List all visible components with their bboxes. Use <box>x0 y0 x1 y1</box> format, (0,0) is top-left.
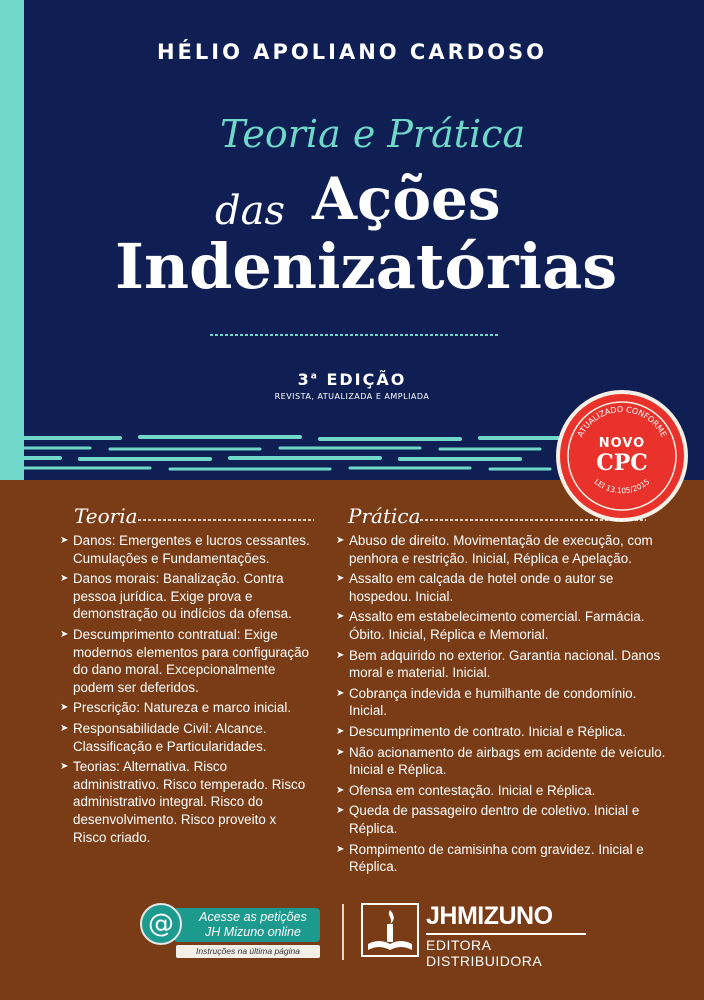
publisher-logo <box>360 900 600 969</box>
pratica-list-item <box>336 841 666 876</box>
edition-ordinal: a <box>310 371 319 382</box>
svg-text:LEI 13.105/2015: LEI 13.105/2015 <box>592 476 652 496</box>
teoria-heading: Teoria <box>74 504 138 528</box>
pratica-item-text: Descumprimento de contrato. Inicial e Réplica. <box>349 723 626 739</box>
pratica-item-text: Abuso de direito. Movimentação de execução, com penhora e restrição. Inicial, Réplica e Apelação. <box>349 533 653 566</box>
teal-edge-stripe <box>0 0 24 480</box>
novo-cpc-seal <box>556 390 688 522</box>
arrow-bullet-icon: ➤ <box>336 649 345 661</box>
pratica-item-text: Queda de passageiro dentro de coletivo. Inicial e Réplica. <box>349 803 640 836</box>
edition-subtitle: REVISTA, ATUALIZADA E AMPLIADA <box>274 392 430 401</box>
teoria-item-text: Teorias: Alternativa. Risco administrativo. Risco temperado. Risco administrativo integral. Risco do desenvolvimento. Risco proveito x Risco criado. <box>73 759 306 845</box>
arrow-bullet-icon: ➤ <box>60 722 69 734</box>
arrow-bullet-icon: ➤ <box>336 573 345 585</box>
arrow-bullet-icon: ➤ <box>336 843 345 855</box>
publisher-subtitle: EDITORA DISTRIBUIDORA <box>426 937 543 969</box>
title-acoes: Ações <box>312 165 501 233</box>
teoria-item-text: Prescrição: Natureza e marco inicial. <box>73 700 292 716</box>
title-line-1: Teoria e Prática <box>220 112 526 156</box>
teoria-item-text: Danos morais: Banalização. Contra pessoa jurídica. Exige prova e demonstração ou indícios da ofensa. <box>73 571 292 622</box>
arrow-bullet-icon: ➤ <box>336 784 345 796</box>
badge-box <box>174 908 320 942</box>
footer-separator <box>342 904 344 960</box>
edition-label <box>0 370 704 389</box>
title-divider <box>210 332 498 338</box>
badge-line-2: JH Mizuno online <box>205 925 301 939</box>
arrow-bullet-icon: ➤ <box>336 611 345 623</box>
teoria-list-item <box>60 570 312 623</box>
pratica-list-item <box>336 647 666 682</box>
at-sign-icon: @ <box>140 903 182 945</box>
publisher-rule <box>426 933 586 935</box>
pratica-item-text: Cobrança indevida e humilhante de condomínio. Inicial. <box>349 685 637 719</box>
pratica-list-item <box>336 723 666 741</box>
seal-novo: NOVO <box>598 436 646 451</box>
pratica-rule <box>420 518 646 522</box>
arrow-bullet-icon: ➤ <box>336 725 345 737</box>
pratica-item-text: Assalto em calçada de hotel onde o autor se hospedou. Inicial. <box>349 571 614 604</box>
online-petitions-badge <box>140 903 322 959</box>
arrow-bullet-icon: ➤ <box>60 573 69 585</box>
pratica-list-item <box>336 685 666 720</box>
seal-cpc: CPC <box>596 450 648 476</box>
teoria-list-item <box>60 626 312 696</box>
edition-word: EDIÇÃO <box>326 370 407 389</box>
pratica-list-item <box>336 608 666 643</box>
arrow-bullet-icon: ➤ <box>336 535 345 546</box>
teoria-rule <box>138 518 314 522</box>
teoria-item-text: Responsabilidade Civil: Alcance. Classificação e Particularidades. <box>73 720 267 754</box>
teoria-list-item <box>60 758 312 846</box>
badge-line-1: Acesse as petições <box>199 910 307 924</box>
arrow-bullet-icon: ➤ <box>60 702 69 714</box>
arrow-bullet-icon: ➤ <box>336 746 345 758</box>
teoria-list-item <box>60 720 312 755</box>
title-das: das <box>215 188 285 234</box>
teoria-item-text: Danos: Emergentes e lucros cessantes. Cumulações e Fundamentações. <box>73 533 310 566</box>
arrow-bullet-icon: ➤ <box>60 761 69 773</box>
pratica-item-text: Não acionamento de airbags em acidente de veículo. Inicial e Réplica. <box>349 744 666 778</box>
pratica-item-text: Bem adquirido no exterior. Garantia nacional. Danos moral e material. Inicial. <box>349 647 661 681</box>
arrow-bullet-icon: ➤ <box>60 535 69 546</box>
pratica-item-text: Ofensa em contestação. Inicial e Réplica. <box>349 782 596 798</box>
badge-note: Instruções na última página <box>176 945 320 958</box>
book-torch-icon <box>360 900 420 960</box>
pratica-list-item <box>336 782 666 800</box>
teoria-list <box>60 532 312 849</box>
pratica-list <box>336 532 666 879</box>
pratica-list-item <box>336 532 666 567</box>
author-name: HÉLIO APOLIANO CARDOSO <box>156 40 548 64</box>
teoria-item-text: Descumprimento contratual: Exige modernos elementos para configuração do dano moral. Excepcionalmente podem ser deferidos. <box>73 626 309 695</box>
pratica-list-item <box>336 802 666 837</box>
arrow-bullet-icon: ➤ <box>336 805 345 817</box>
pratica-item-text: Rompimento de camisinha com gravidez. Inicial e Réplica. <box>349 841 644 875</box>
publisher-name: JHMIZUNO <box>426 902 553 930</box>
svg-text:ATUALIZADO CONFORME: ATUALIZADO CONFORME <box>575 404 669 439</box>
pratica-item-text: Assalto em estabelecimento comercial. Farmácia. Óbito. Inicial, Réplica e Memorial. <box>349 609 645 642</box>
pratica-list-item <box>336 570 666 605</box>
teoria-list-item <box>60 699 312 717</box>
title-line-3: Indenizatórias <box>115 230 618 303</box>
arrow-bullet-icon: ➤ <box>60 628 69 640</box>
teoria-list-item <box>60 532 312 567</box>
pratica-list-item <box>336 744 666 779</box>
arrow-bullet-icon: ➤ <box>336 687 345 699</box>
pratica-heading: Prática <box>348 504 421 528</box>
edition-number: 3 <box>297 370 311 389</box>
